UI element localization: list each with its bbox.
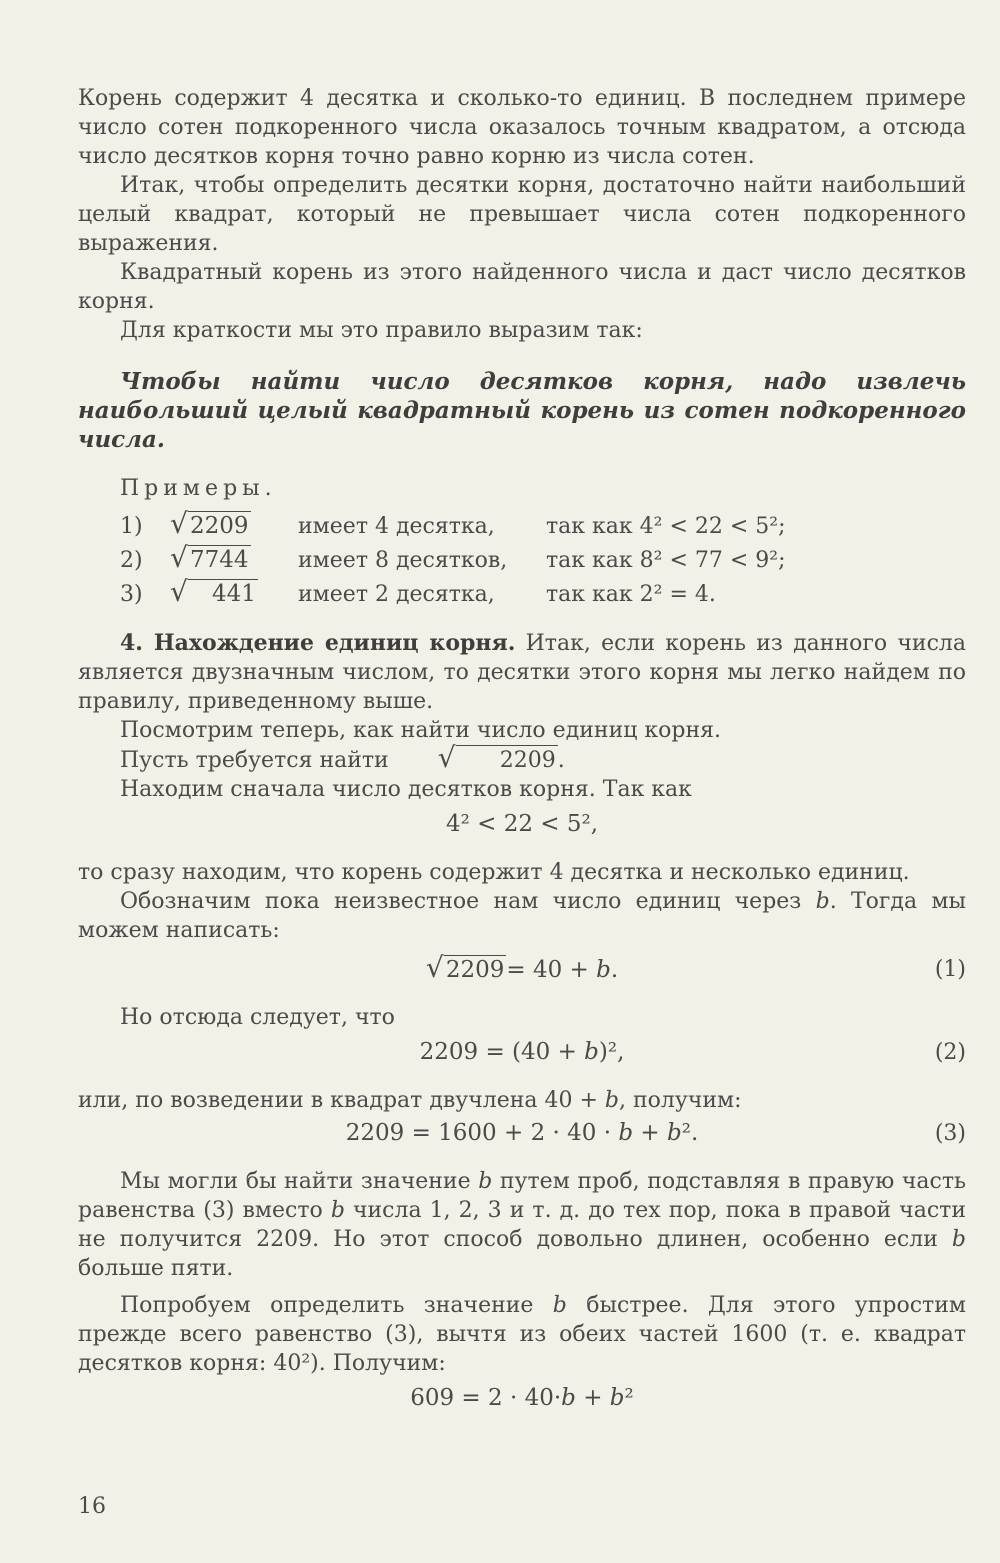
equation-number: (2) (934, 1040, 966, 1065)
example-number: 2) (120, 548, 143, 573)
example-text: имеет 2 десятка, (298, 582, 495, 607)
radical-symbol: √ 2209 (437, 741, 556, 774)
paragraph-s4-2: Посмотрим теперь, как найти число единиц корня. (120, 718, 721, 743)
examples-title: Примеры. (120, 476, 277, 501)
section-4-intro: 4. Нахождение единиц корня. Итак, если корень из данного числа является двузначным числом, то десятки этого корня мы легко найдем по правилу, приведенному выше. (78, 630, 966, 714)
equation-number: (1) (934, 957, 966, 982)
example-reason: так как 8² < 77 < 9²; (546, 548, 786, 573)
equation-4: 609 = 2 · 40·b + b² (410, 1385, 634, 1411)
paragraph-1: Корень содержит 4 десятка и сколько-то единиц. В последнем примере число сотен подкоренного числа оказалось точным квадратом, а отсюда число десятков корня точно равно корню из числа сотен. (78, 86, 966, 169)
radicand: 441 (188, 579, 258, 609)
paragraph-s4-10: Попробуем определить значение b быстрее. Для этого упростим прежде всего равенство (3), вычтя из обеих частей 1600 (т. е. квадрат десятков корня: 40²). Получим: (78, 1293, 966, 1376)
page-number: 16 (78, 1494, 106, 1519)
radical-symbol: √ 2209 (170, 507, 249, 540)
paragraph-s4-8: или, по возведении в квадрат двучлена 40 + b, получим: (78, 1088, 742, 1113)
paragraph-s4-5: то сразу находим, что корень содержит 4 десятка и несколько единиц. (78, 860, 910, 885)
paragraph-s4-7: Но отсюда следует, что (120, 1005, 395, 1030)
radicand: 7744 (190, 547, 249, 573)
radicand: 2209 (190, 513, 249, 539)
equation-3: 2209 = 1600 + 2 · 40 · b + b². (3) (345, 1120, 966, 1146)
paragraph-s4-3: Пусть требуется найти √ 2209. (120, 741, 565, 774)
inequality-formula: 4² < 22 < 5², (445, 811, 599, 837)
example-item (78, 575, 966, 613)
paragraph-s4-4: Находим сначала число десятков корня. Так как (120, 777, 692, 802)
paragraph-s4-9: Мы могли бы найти значение b путем проб, подставляя в правую часть равенства (3) вместо b числа 1, 2, 3 и т. д. до тех пор, пока в правой части не получится 2209. Но этот способ довольно длинен, особенно если b больше пяти. (78, 1169, 967, 1281)
example-text: имеет 4 десятка, (298, 514, 495, 539)
example-item (78, 507, 966, 545)
example-number: 1) (120, 514, 143, 539)
paragraph-s4-6: Обозначим пока неизвестное нам число единиц через b. Тогда мы можем написать: (78, 889, 966, 943)
equation-1: √ 2209= 40 + b. (1) (425, 951, 966, 984)
radical-symbol: √ 441 (170, 575, 256, 608)
examples-list (78, 507, 966, 613)
example-reason: так как 4² < 22 < 5²; (546, 514, 786, 539)
radical-symbol: √ 7744 (170, 541, 249, 574)
equation-2: 2209 = (40 + b)², (2) (419, 1039, 966, 1065)
radical-symbol: √ 2209 (425, 951, 505, 984)
rule-statement: Чтобы найти число десятков корня, надо извлечь наибольший целый квадратный корень из сотен подкоренного числа. (78, 368, 966, 453)
example-text: имеет 8 десятков, (298, 548, 508, 573)
page-content (78, 84, 966, 1544)
paragraph-4: Для краткости мы это правило выразим так: (120, 318, 643, 343)
example-reason: так как 2² = 4. (546, 582, 716, 607)
equation-number: (3) (934, 1121, 966, 1146)
example-number: 3) (120, 582, 143, 607)
paragraph-2: Итак, чтобы определить десятки корня, достаточно найти наибольший целый квадрат, который не превышает числа сотен подкоренного выражения. (78, 173, 966, 256)
example-item (78, 541, 966, 579)
paragraph-3: Квадратный корень из этого найденного числа и даст число десятков корня. (78, 260, 966, 314)
section-heading: 4. Нахождение единиц корня. (120, 630, 516, 656)
